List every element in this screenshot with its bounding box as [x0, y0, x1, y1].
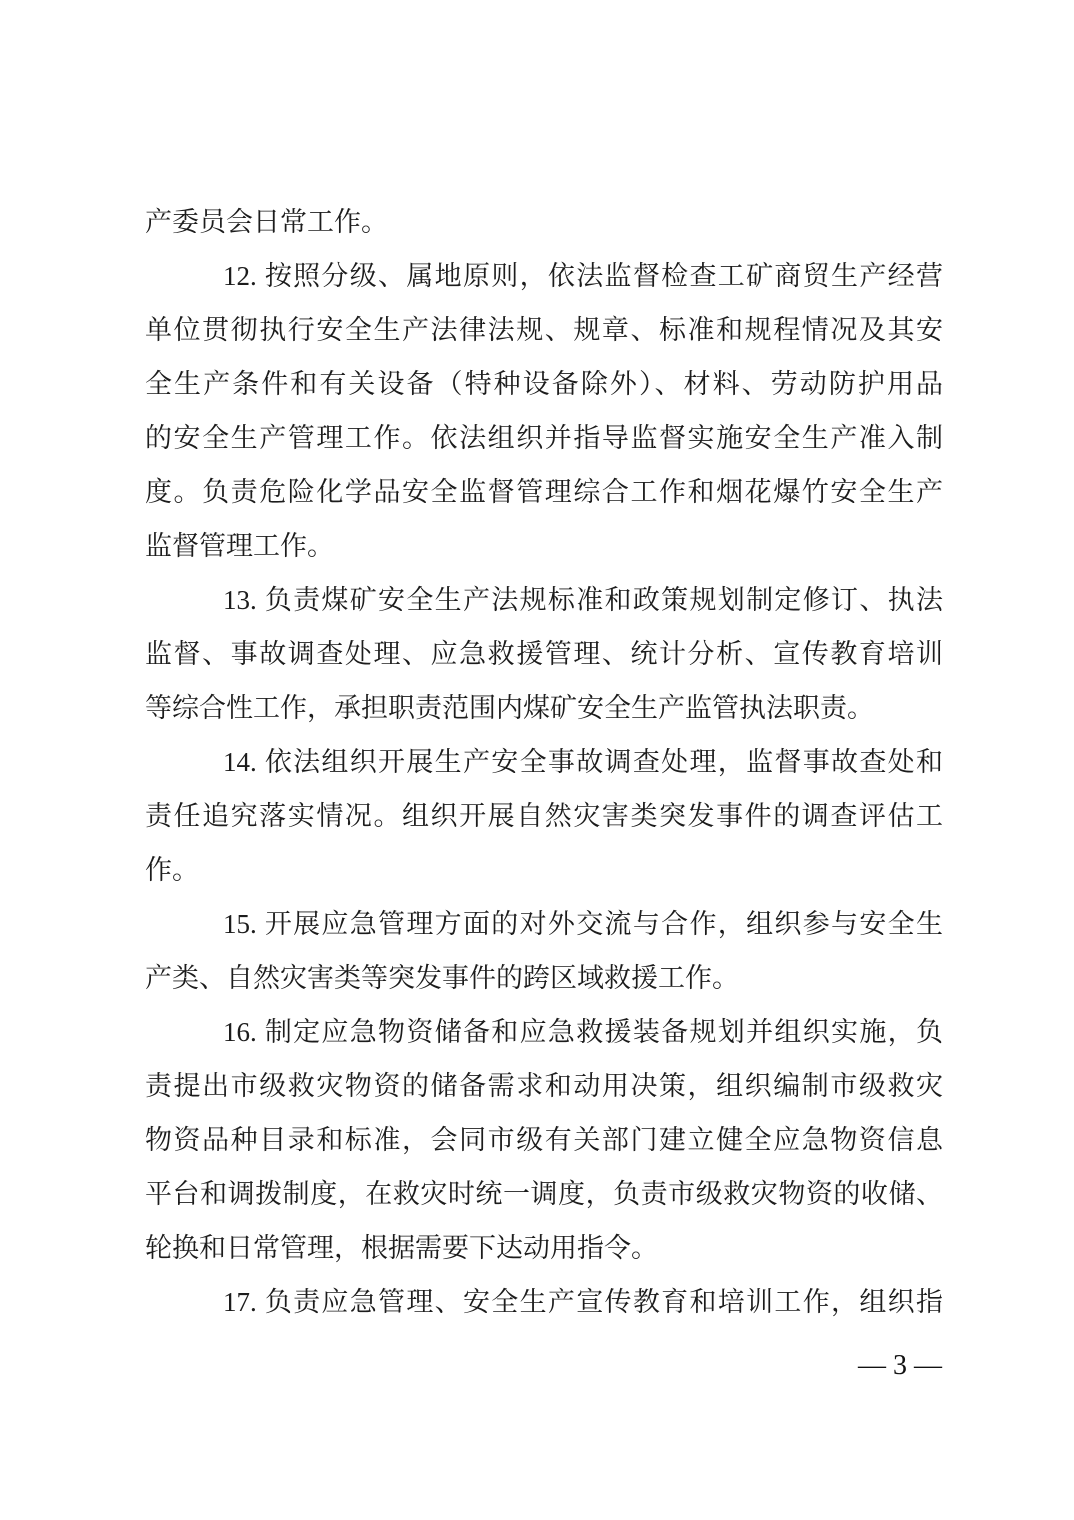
text-line: 责任追究落实情况。组织开展自然灾害类突发事件的调查评估工	[145, 801, 943, 831]
paragraph-continuation	[145, 195, 943, 249]
text-line: 全生产条件和有关设备（特种设备除外）、材料、劳动防护用品	[145, 369, 943, 399]
text-line: 17. 负责应急管理、安全生产宣传教育和培训工作，组织指	[223, 1287, 943, 1317]
text-line: 轮换和日常管理，根据需要下达动用指令。	[145, 1233, 658, 1263]
paragraph-item-12	[145, 249, 943, 573]
text-line: 物资品种目录和标准，会同市级有关部门建立健全应急物资信息	[145, 1125, 943, 1155]
text-line: 15. 开展应急管理方面的对外交流与合作，组织参与安全生	[223, 909, 943, 939]
text-line: 单位贯彻执行安全生产法律法规、规章、标准和规程情况及其安	[145, 315, 943, 345]
text-line: 14. 依法组织开展生产安全事故调查处理，监督事故查处和	[223, 747, 943, 777]
text-line: 责提出市级救灾物资的储备需求和动用决策，组织编制市级救灾	[145, 1071, 943, 1101]
paragraph-item-17	[145, 1275, 943, 1329]
text-line: 等综合性工作，承担职责范围内煤矿安全生产监管执法职责。	[145, 693, 874, 723]
paragraph-item-13	[145, 573, 943, 735]
text-line: 监督、事故调查处理、应急救援管理、统计分析、宣传教育培训	[145, 639, 943, 669]
paragraph-item-16	[145, 1005, 943, 1275]
paragraph-item-15	[145, 897, 943, 1005]
paragraph-item-14	[145, 735, 943, 897]
text-line: 12. 按照分级、属地原则，依法监督检查工矿商贸生产经营	[223, 261, 943, 291]
text-line: 度。负责危险化学品安全监督管理综合工作和烟花爆竹安全生产	[145, 477, 943, 507]
text-line: 的安全生产管理工作。依法组织并指导监督实施安全生产准入制	[145, 423, 943, 453]
text-line: 产委员会日常工作。	[145, 207, 388, 237]
text-line: 监督管理工作。	[145, 531, 334, 561]
page-number: — 3 —	[858, 1350, 942, 1381]
text-line: 16. 制定应急物资储备和应急救援装备规划并组织实施，负	[223, 1017, 943, 1047]
page-footer	[858, 1346, 942, 1386]
text-line: 作。	[145, 855, 199, 885]
text-line: 平台和调拨制度，在救灾时统一调度，负责市级救灾物资的收储、	[145, 1179, 943, 1209]
text-line: 13. 负责煤矿安全生产法规标准和政策规划制定修订、执法	[223, 585, 943, 615]
document-body	[145, 195, 943, 1329]
text-line: 产类、自然灾害类等突发事件的跨区域救援工作。	[145, 963, 739, 993]
